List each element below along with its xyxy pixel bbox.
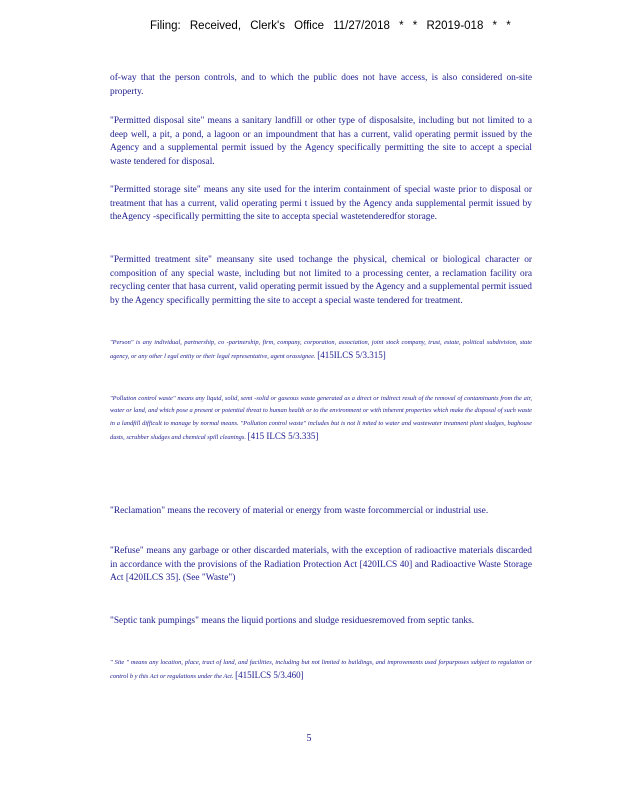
body-block [110, 545, 532, 586]
citation-site: [415ILCS 5/3.460] [235, 670, 304, 681]
paragraph-septic-tank-pumpings: "Septic tank pumpings" means the liquid portions and sludge residuesremoved from septic tanks. [110, 616, 475, 626]
paragraph-person [110, 337, 532, 364]
body-block [110, 115, 532, 169]
paragraph-site [110, 657, 532, 684]
paragraph-permitted-treatment-site: "Permitted treatment site" meansany site used tochange the physical, chemical or biological character or composition of any special waste, including but not limited to a processing center, a reclamation facility ora recycling center that hasa current, valid operating permit issued by the Agency and a supplemental permit issued by the Agency specifically permitting the site to accept a special waste tendered for treatment. [110, 255, 532, 306]
page-number: 5 [306, 733, 312, 744]
body-block [110, 184, 532, 225]
body-block [110, 615, 532, 629]
body-block [110, 337, 532, 364]
person-definition: "Person" is any individual, partnership, co -partnership, firm, company, corporation, association, joint stock company, trust, estate, political subdivision, state agency, or any other l egal entity or their legal representative, agent orassignee. [110, 339, 532, 361]
body-block [110, 393, 532, 445]
paragraph-permitted-disposal-site: "Permitted disposal site" means a sanitary landfill or other type of disposalsite, including but not limited to a deep well, a pit, a pond, a lagoon or an impoundment that has a current, valid operating permit issued by the Agency and a supplemental permit issued by the Agency specifically permitting the site to accept a special waste tendered for disposal. [110, 116, 532, 167]
citation-person: [415ILCS 5/3.315] [317, 350, 386, 361]
paragraph-reclamation: "Reclamation" means the recovery of material or energy from waste forcommercial or industrial use. [110, 506, 489, 516]
site-definition: " Site " means any location, place, tract of land, and facilities, including but not limited to buildings, and improvements used forpurposes subject to regulation or control b y this Act or regulations under the Act. [110, 659, 532, 681]
body-block [110, 505, 532, 519]
paragraph-pollution-control-waste [110, 393, 532, 445]
filing-header: Filing: Received, Clerk's Office 11/27/2018 * * R2019-018 * * [150, 20, 511, 32]
citation-pollution-control-waste: [415 ILCS 5/3.335] [247, 431, 319, 442]
paragraph-onsite-continuation: of-way that the person controls, and to which the public does not have access, is also considered on-site property. [110, 73, 532, 97]
body-block [110, 254, 532, 308]
body-text [110, 72, 532, 99]
paragraph-refuse: "Refuse" means any garbage or other discarded materials, with the exception of radioactive materials discarded in accordance with the provisions of the Radiation Protection Act [420ILCS 40] and Radioactive Waste Storage Act [420ILCS 35]. (See "Waste") [110, 546, 532, 584]
pollution-control-waste-definition: "Pollution control waste" means any liquid, solid, semi -solid or gaseous waste generated as a direct or indirect result of the removal of contaminants from the air, water or land, and which pose a present or potential threat to human health or to the environment or with inherent properties which make the disposal of such waste in a landfill difficult to manage by normal means. "Pollution control waste" includes but is not li mited to water and wastewater treatment plant sludges, baghouse dusts, scrubber sludges and chemical spill cleanings. [110, 395, 532, 442]
body-block [110, 657, 532, 684]
paragraph-permitted-storage-site: "Permitted storage site" means any site used for the interim containment of special waste prior to disposal or treatment that has a current, valid operating permi t issued by the Agency anda supplemental permit issued by theAgency -specifically permitting the site to accepta special wastetenderedfor storage. [110, 185, 532, 223]
